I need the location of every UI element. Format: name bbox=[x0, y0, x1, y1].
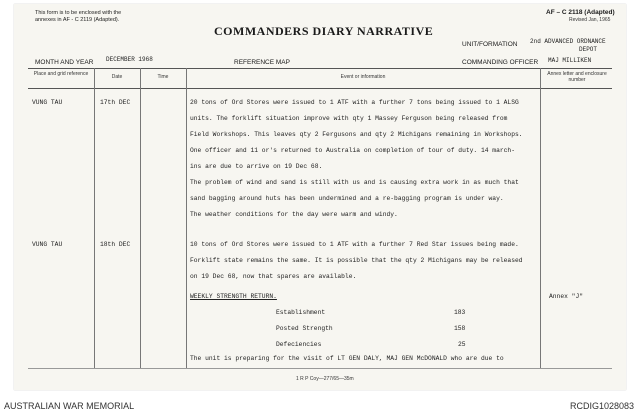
col-divider-event bbox=[540, 68, 541, 368]
commanding-officer-label: COMMANDING OFFICER bbox=[462, 59, 539, 66]
diary-page bbox=[14, 4, 626, 390]
entry1-line8: The weather conditions for the day were warm and windy. bbox=[190, 211, 398, 218]
strength-value-establishment: 183 bbox=[454, 309, 466, 316]
entry2-line2: Forklift state remains the same. It is possible that the qty 2 Michigans may be released bbox=[190, 257, 523, 264]
strength-value-posted: 158 bbox=[454, 325, 466, 332]
entry1-line4: One officer and 11 or's returned to Australia on completion of tour of duty. 14 march- bbox=[190, 147, 515, 154]
col-divider-place bbox=[94, 68, 95, 368]
form-number: AF – C 2118 (Adapted) bbox=[546, 9, 615, 16]
month-year-value: DECEMBER 1968 bbox=[106, 56, 153, 63]
col-divider-time bbox=[186, 68, 187, 368]
column-event: Event or information bbox=[340, 74, 386, 80]
entry1-line5: ins are due to arrive on 19 Dec 68. bbox=[190, 163, 323, 170]
month-year-label: MONTH AND YEAR bbox=[35, 59, 94, 66]
entry2-date: 18th DEC bbox=[100, 241, 131, 248]
unit-value-line2: DEPOT bbox=[579, 46, 598, 53]
entry1-place: VUNG TAU bbox=[32, 99, 63, 106]
entry1-line3: Field Workshops. This leaves qty 2 Fergusons and qty 2 Michigans remaining in Workshops. bbox=[190, 131, 523, 138]
strength-label-posted: Posted Strength bbox=[276, 325, 333, 332]
entry2-line3: on 19 Dec 68, now that spares are available. bbox=[190, 273, 357, 280]
table-header-rule bbox=[28, 88, 612, 89]
table-bottom-rule bbox=[28, 368, 612, 369]
commanding-officer-value: MAJ MILLIKEN bbox=[548, 57, 592, 64]
enclosure-note-line2: annexes in AF - C 2119 (Adapted). bbox=[35, 17, 120, 23]
entry1-date: 17th DEC bbox=[100, 99, 131, 106]
column-time: Time bbox=[157, 74, 169, 80]
page-title: COMMANDERS DIARY NARRATIVE bbox=[214, 24, 434, 38]
enclosure-note-line1: This form is to be enclosed with the bbox=[35, 10, 122, 16]
column-date: Date bbox=[111, 74, 123, 80]
strength-label-deficiencies: Defeciencies bbox=[276, 341, 322, 348]
entry1-line6: The problem of wind and sand is still with us and is causing extra work in as much that bbox=[190, 179, 519, 186]
strength-label-establishment: Establishment bbox=[276, 309, 326, 316]
column-annex: Annex letter and enclosure number bbox=[547, 71, 607, 83]
unit-value: 2nd ADVANCED ORDNANCE bbox=[530, 38, 606, 45]
footer-archive-name: AUSTRALIAN WAR MEMORIAL bbox=[4, 401, 135, 411]
entry1-line2: units. The forklift situation improve with qty 1 Massey Ferguson being released from bbox=[190, 115, 508, 122]
unit-label: UNIT/FORMATION bbox=[462, 41, 518, 48]
strength-heading: WEEKLY STRENGTH RETURN. bbox=[190, 293, 277, 300]
form-revised: Revised Jan, 1965 bbox=[569, 17, 611, 23]
entry2-closing-line: The unit is preparing for the visit of LT GEN DALY, MAJ GEN McDONALD who are due to bbox=[190, 355, 504, 362]
footer-record-id: RCDIG1028083 bbox=[569, 401, 634, 411]
annex-reference: Annex "J" bbox=[549, 293, 584, 300]
entry1-line7: sand bagging around huts has been undermined and a re-bagging program is under way. bbox=[190, 195, 504, 202]
entry2-line1: 10 tons of Ord Stores were issued to 1 ATF with a further 7 Red Star issues being made. bbox=[190, 241, 519, 248]
table-top-rule bbox=[28, 68, 612, 69]
col-divider-date bbox=[140, 68, 141, 368]
reference-map-label: REFERENCE MAP bbox=[234, 59, 290, 66]
strength-value-deficiencies: 25 bbox=[458, 341, 466, 348]
entry1-line1: 20 tons of Ord Stores were issued to 1 ATF with a further 7 tons being issued to 1 ALSG bbox=[190, 99, 519, 106]
column-place: Place and grid reference bbox=[33, 71, 89, 77]
printer-line: 1 R P Coy—277/65—35m bbox=[296, 376, 354, 382]
entry2-place: VUNG TAU bbox=[32, 241, 63, 248]
